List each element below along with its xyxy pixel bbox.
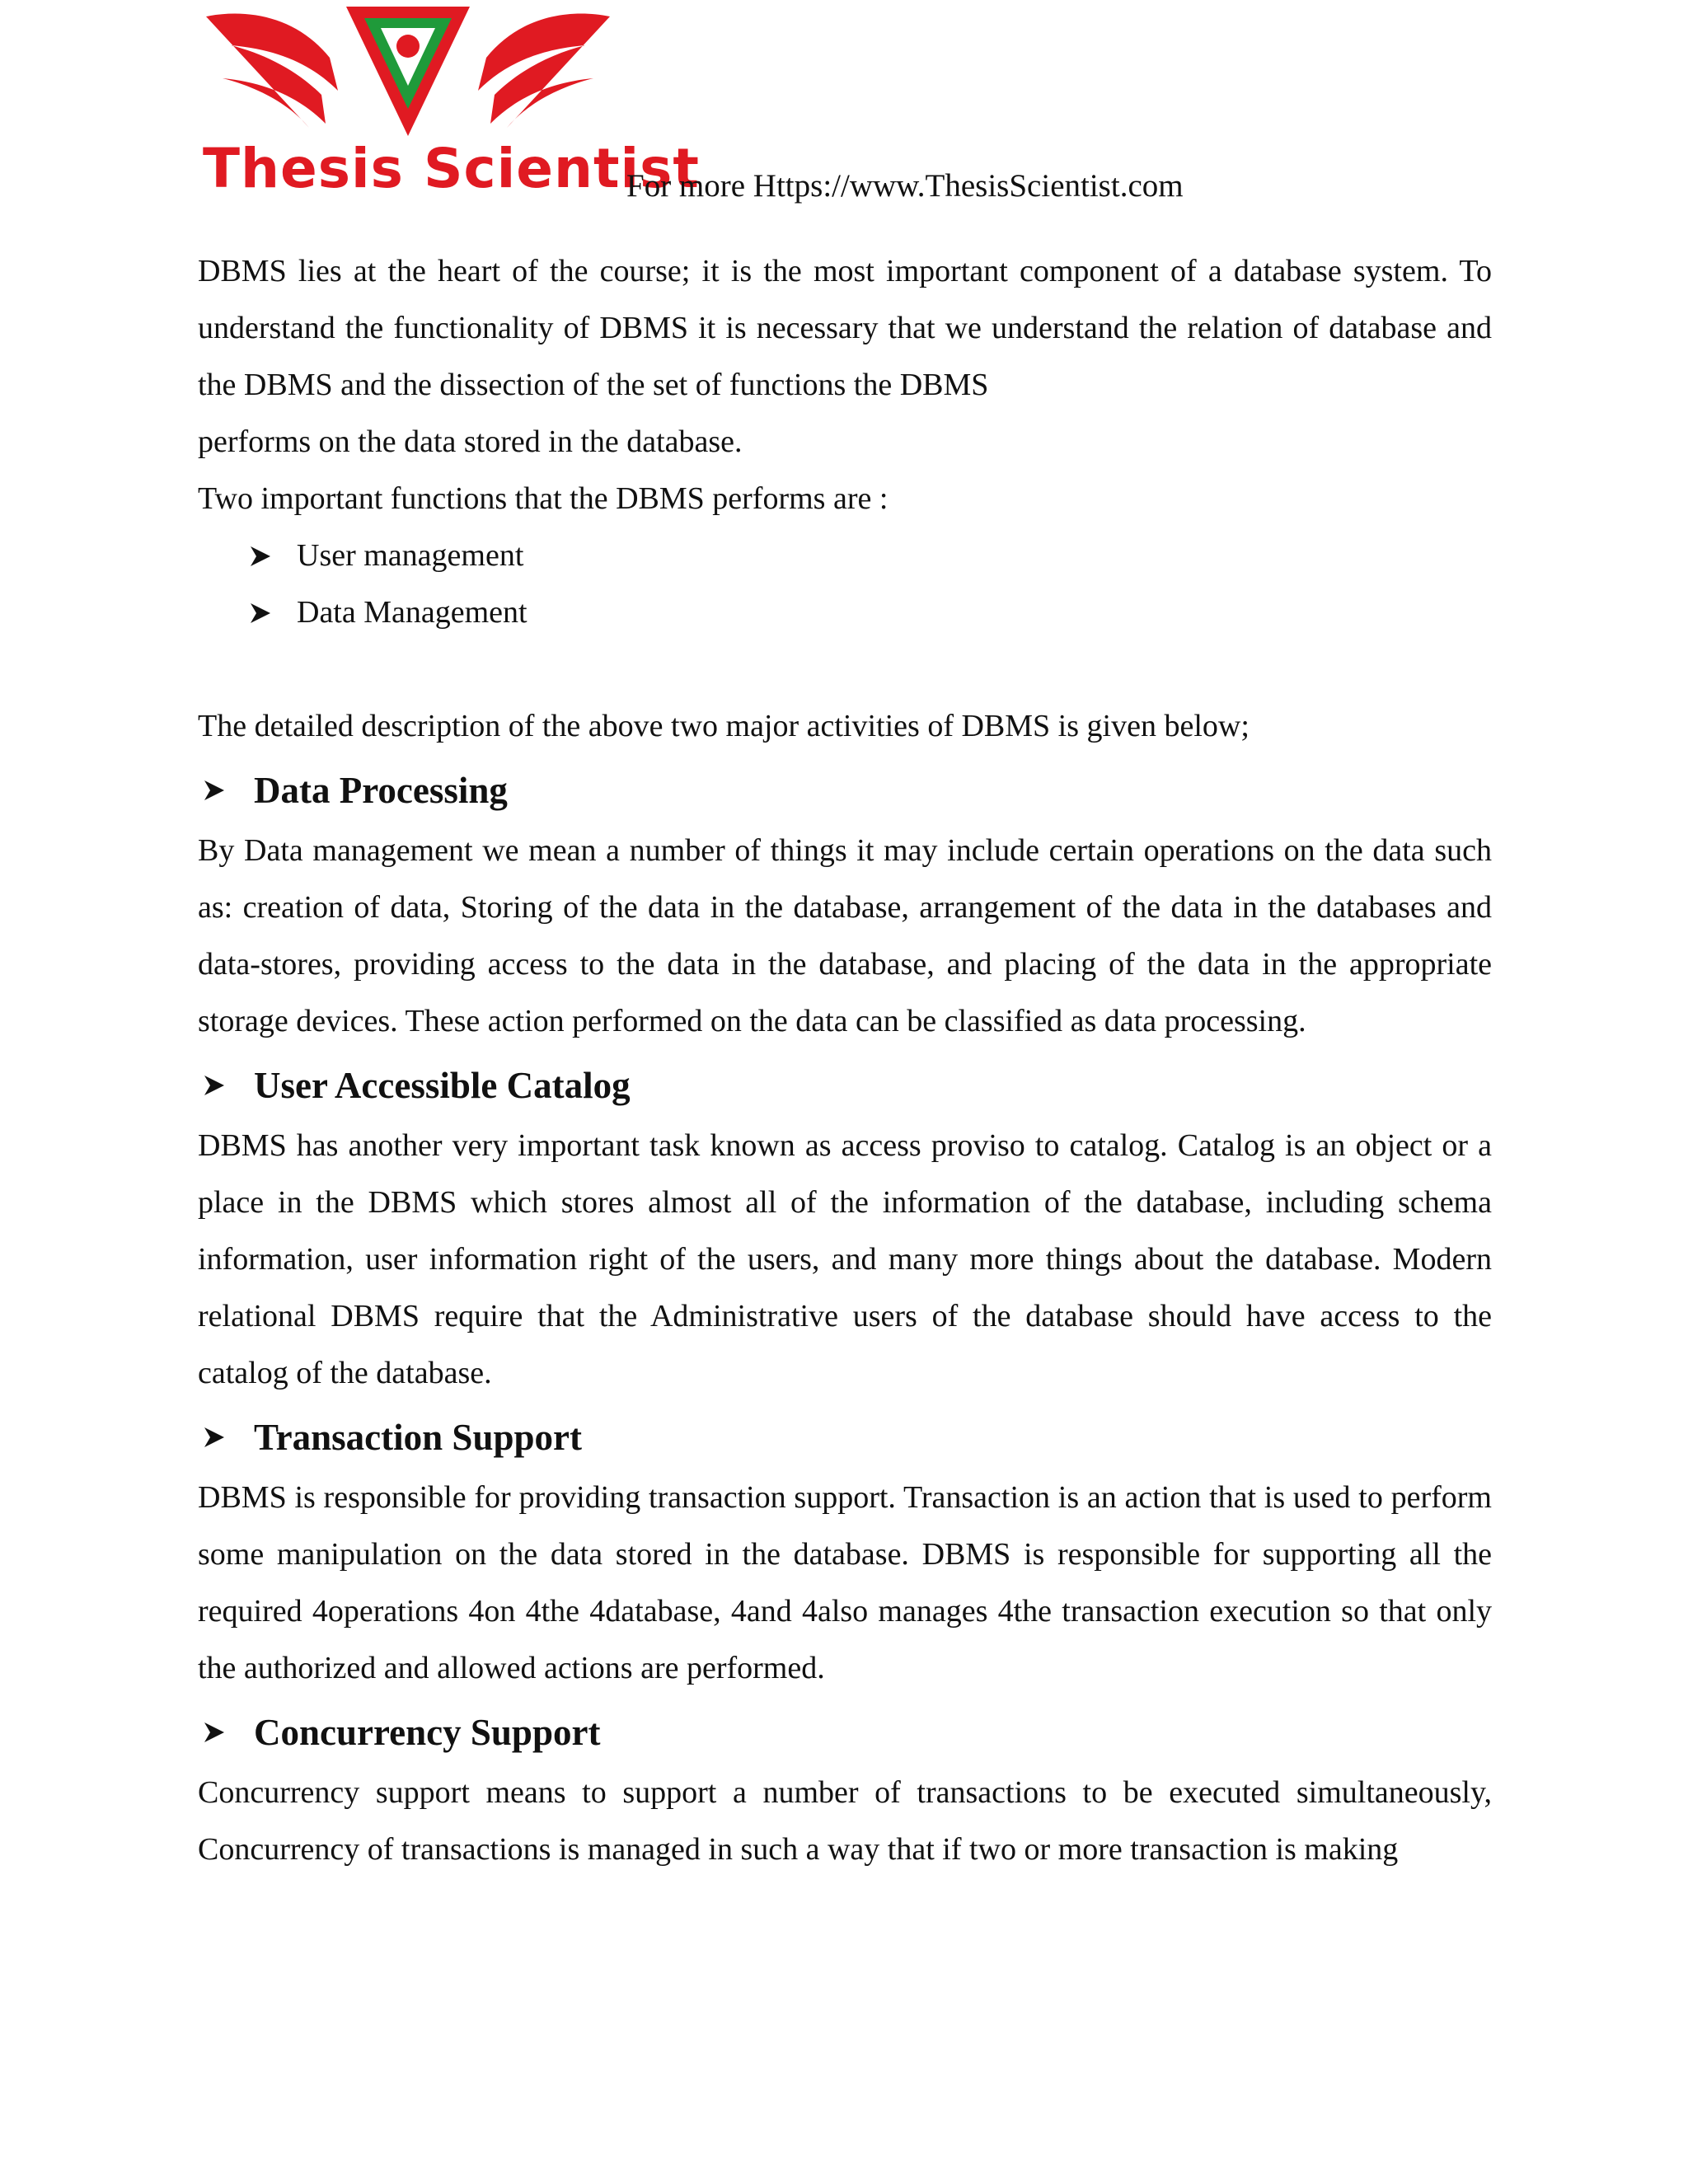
detail-intro: The detailed description of the above two major activities of DBMS is given below;	[198, 709, 1250, 743]
arrow-bullet-icon	[203, 1426, 226, 1449]
section-heading-text: User Accessible Catalog	[254, 1065, 631, 1106]
list-item-label: Data Management	[297, 595, 528, 630]
intro-paragraph-continued: performs on the data stored in the database.	[198, 424, 743, 459]
arrow-bullet-icon	[249, 545, 272, 568]
section-heading	[198, 760, 1492, 821]
section-body: DBMS has another very important task known as access proviso to catalog. Catalog is an object or a place in the DBMS which stores almost all of the information of the database, including schema information, user information right of the users, and many more things about the database. Modern relational DBMS require that the Administrative users of the database should have access to the catalog of the database.	[198, 1128, 1492, 1390]
arrow-bullet-icon	[203, 779, 226, 802]
list-item	[249, 584, 1492, 641]
list-item	[249, 527, 1492, 584]
intro-paragraph: DBMS lies at the heart of the course; it is the most important component of a database system. To understand the functionality of DBMS it is necessary that we understand the relation of database and the DBMS and the dissection of the set of functions the DBMS	[198, 254, 1492, 402]
page-header	[198, 0, 1492, 214]
list-item-label: User management	[297, 538, 524, 573]
section-heading-text: Concurrency Support	[254, 1712, 601, 1753]
section-heading	[198, 1702, 1492, 1763]
arrow-bullet-icon	[203, 1074, 226, 1097]
website-link[interactable]: For more Https://www.ThesisScientist.com	[626, 168, 1184, 204]
document-body	[198, 243, 1492, 1878]
section-heading-text: Data Processing	[254, 770, 508, 811]
arrow-bullet-icon	[249, 602, 272, 625]
section-body: Concurrency support means to support a number of transactions to be executed simultaneously, Concurrency of transactions is managed in such a way that if two or more transaction is making	[198, 1775, 1492, 1867]
section-heading-text: Transaction Support	[254, 1417, 582, 1458]
functions-intro: Two important functions that the DBMS performs are :	[198, 481, 889, 516]
logo-wordmark: Thesis Scientist	[203, 137, 700, 200]
section-body: DBMS is responsible for providing transaction support. Transaction is an action that is used to perform some manipulation on the data stored in the database. DBMS is responsible for supporting all the required 4operations 4on 4the 4database, 4and 4also manages 4the transaction execution so that only the authorized and allowed actions are performed.	[198, 1480, 1492, 1685]
section-body: By Data management we mean a number of things it may include certain operations on the data such as: creation of data, Storing of the data in the database, arrangement of the data in the databases and data-stores, providing access to the data in the database, and placing of the data in the appropriate storage devices. These action performed on the data can be classified as data processing.	[198, 833, 1492, 1038]
spacer	[198, 641, 1492, 698]
arrow-bullet-icon	[203, 1721, 226, 1744]
functions-list	[249, 527, 1492, 641]
section-heading	[198, 1055, 1492, 1116]
thesis-scientist-logo-icon	[198, 0, 618, 140]
section-heading	[198, 1407, 1492, 1468]
